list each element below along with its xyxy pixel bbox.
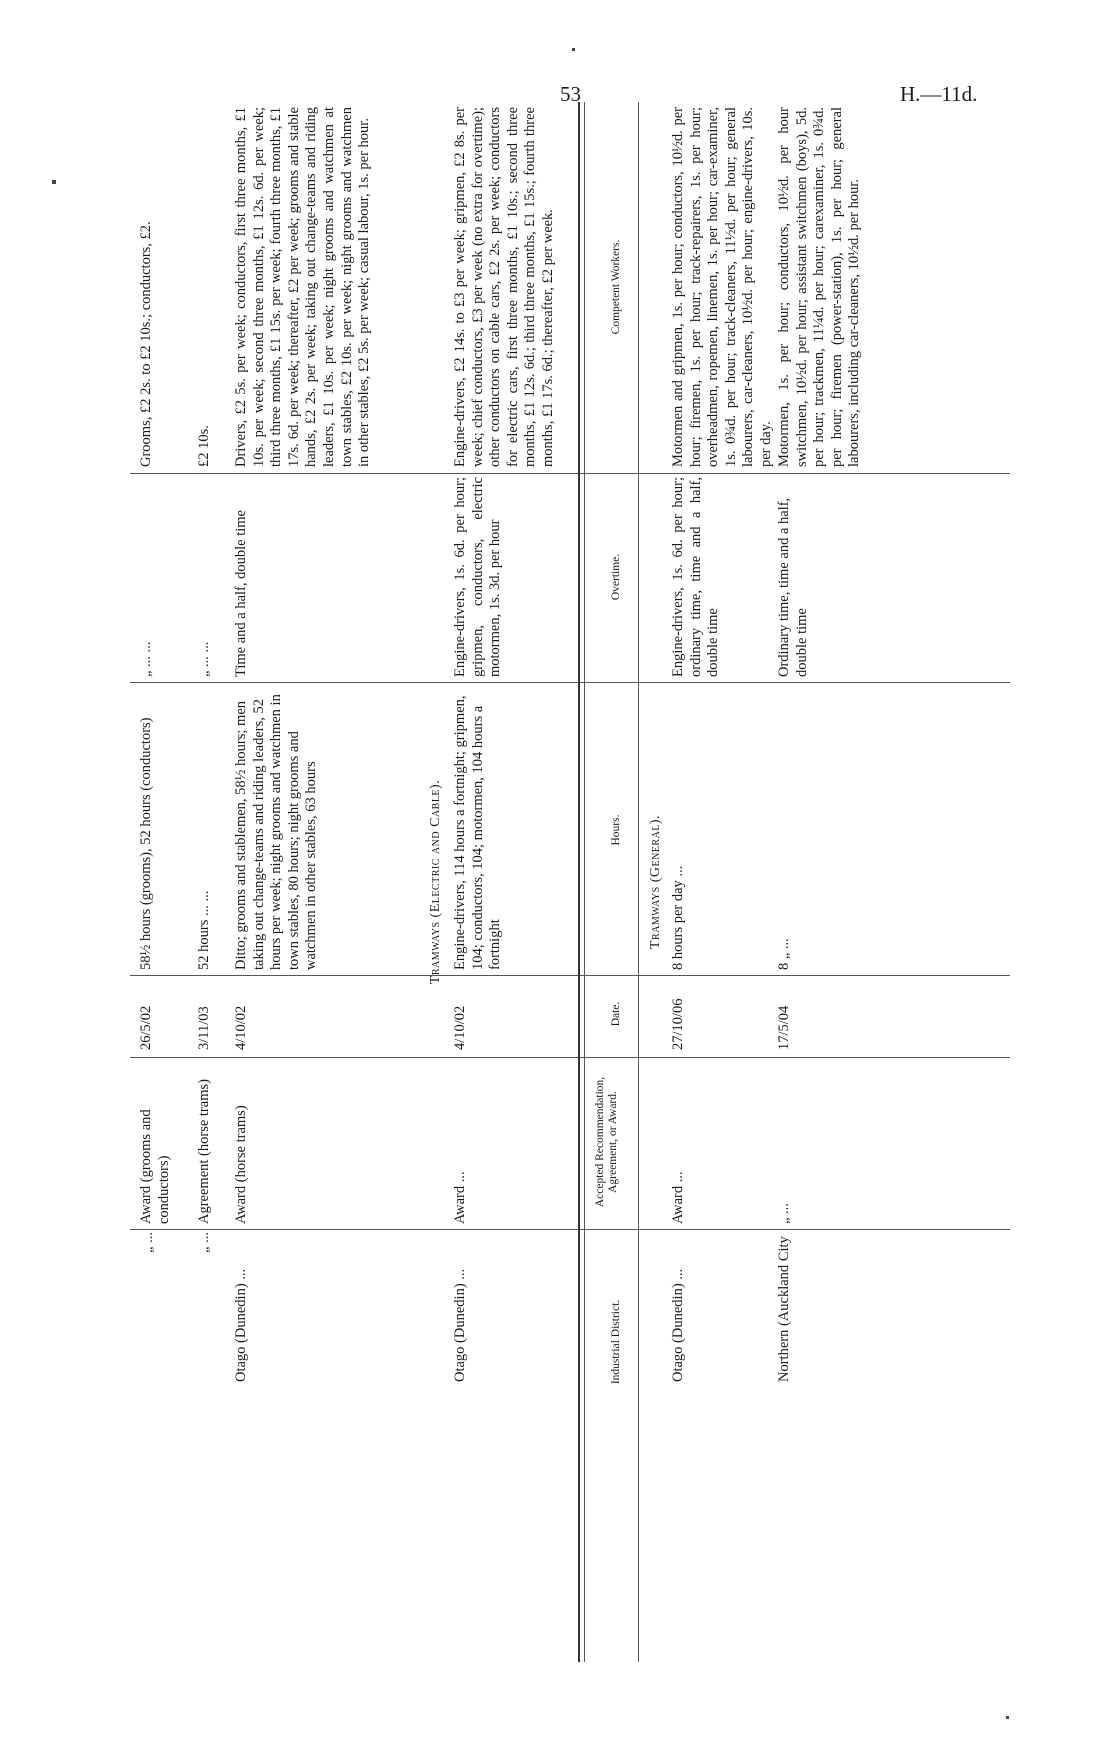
page-number: 53 [560, 82, 581, 106]
general-row-1-hours: 8 hours per day ... [670, 865, 686, 970]
top-row-3-district: Otago (Dunedin) ... [233, 1268, 249, 1382]
general-row-2-workers: Motormen, 1s. per hour; conductors, 10½d. per hour switchmen, 10½d. per hour; assistant switchmen (boys), 5d. per hour; trackmen, 11¼d. per hour; carexaminer, 1s. 0¾d. per hour; firemen (power-station), 1s. per hour; general labourers, including car-cleaners, 10½d. per hour. [776, 107, 863, 467]
header-date: Date. [610, 1001, 622, 1027]
electric-row-district: Otago (Dunedin) ... [452, 1268, 468, 1382]
electric-row-workers: Engine-drivers, £2 14s. to £3 per week; gripmen, £2 8s. per week; chief conductors, £3 per week (no extra for overtime); other conductors on cable cars, £2 2s. per week; conductors for electric cars, first three months, £1 10s.; second three months, £1 12s. 6d.; third three months, £1 15s.; fourth three months, £1 17s. 6d.; thereafter, £2 per week. [452, 107, 556, 467]
column-rule-after-district [130, 1229, 1010, 1230]
column-rule-after-instrument [130, 1057, 1010, 1058]
top-row-1-district: „ ... [140, 1232, 156, 1253]
general-row-1-district: Otago (Dunedin) ... [670, 1268, 686, 1382]
general-row-2-district: Northern (Auckland City [776, 1236, 792, 1382]
top-row-3-workers: Drivers, £2 5s. per week; conductors, first three months, £1 10s. per week; second three months, £1 12s. 6d. per week; third three months, £1 15s. per week; fourth three months, £1 17s. 6d. per week; thereafter, £2 per week; grooms and stable hands, £2 2s. per week; taking out change-teams and riding leaders, £1 10s. per week; night grooms and watchmen at town stables, £2 10s. per week; night grooms and watchmen in other stables, £2 5s. per week; casual labour, 1s. per hour. [233, 107, 373, 467]
top-row-3-date: 4/10/02 [233, 1005, 249, 1050]
general-row-2-date: 17/5/04 [776, 1005, 792, 1050]
document-reference: H.—11d. [900, 82, 978, 106]
header-hours: Hours. [610, 814, 622, 846]
speck-mark [1006, 1716, 1009, 1719]
top-row-2-date: 3/11/03 [196, 1006, 212, 1050]
electric-row-hours: Engine-drivers, 114 hours a fortnight; gripmen, 104; conductors, 104; motormen, 104 hours a fortnight [452, 695, 504, 970]
header-competent-workers: Competent Workers. [610, 239, 622, 335]
speck-mark [52, 180, 56, 184]
top-row-2-overtime: „ ... ... [196, 641, 212, 677]
general-row-1-instrument: Award ... [670, 1171, 686, 1224]
top-row-2-hours: 52 hours ... ... [196, 890, 212, 970]
top-row-1-workers: Grooms, £2 2s. to £2 10s.; conductors, £2. [138, 221, 154, 467]
electric-row-instrument: Award ... [452, 1171, 468, 1224]
general-row-2-hours: 8 „ ... [776, 938, 792, 970]
column-rule-after-overtime [130, 473, 1010, 474]
table-bottom-rule-2 [584, 102, 585, 1662]
electric-row-date: 4/10/02 [452, 1005, 468, 1050]
top-row-1-instrument: Award (grooms and conductors) [138, 1109, 172, 1224]
top-row-3-overtime: Time and a half, double time [233, 510, 249, 677]
top-row-1-overtime: „ ... ... [138, 641, 154, 677]
general-row-1-overtime: Engine-drivers, 1s. 6d. per hour; ordinary time, time and a half, double time [670, 477, 722, 677]
electric-row-overtime: Engine-drivers, 1s. 6d. per hour; gripmen, conductors, electric motormen, 1s. 3d. per hour [452, 477, 504, 677]
general-row-2-instrument: „ ... [776, 1203, 792, 1224]
section-title-electric-cable: Tramways (Electric and Cable). [428, 779, 443, 985]
general-row-1-workers: Motormen and gripmen, 1s. per hour; conductors, 10½d. per hour; firemen, 1s. per hour; track-repairers, 1s. per hour; overheadmen, ropemen, linemen, 1s. per hour; car-examiner, 1s. 0¾d. per hour; track-cleaners, 11½d. per hour; general labourers, car-cleaners, 10½d. per hour; engine-drivers, 10s. per day. [670, 107, 774, 467]
column-rule-after-hours [130, 682, 1010, 683]
section-title-general: Tramways (General). [648, 814, 663, 950]
header-accepted-recommendation: Accepted Recommendation, Agreement, or Award. [594, 1076, 619, 1208]
general-row-2-overtime: Ordinary time, time and a half, double time [776, 497, 810, 677]
top-row-1-hours: 58½ hours (grooms), 52 hours (conductors) [138, 717, 154, 970]
general-row-1-date: 27/10/06 [670, 998, 686, 1050]
header-industrial-district: Industrial District. [610, 1299, 622, 1385]
table-bottom-rule [578, 102, 580, 1662]
top-row-2-instrument: Agreement (horse trams) [196, 1079, 212, 1224]
top-row-2-workers: £2 10s. [196, 425, 212, 467]
top-row-1-date: 26/5/02 [138, 1005, 154, 1050]
speck-mark [572, 48, 575, 51]
top-row-2-district: „ ... [196, 1232, 212, 1253]
column-rule-after-date [130, 975, 1010, 976]
header-bottom-rule [638, 102, 639, 1662]
header-overtime: Overtime. [610, 553, 622, 601]
rotated-table [130, 102, 1010, 1662]
top-row-3-instrument: Award (horse trams) [233, 1105, 249, 1224]
top-row-3-hours: Ditto; grooms and stablemen, 58½ hours; men taking out change-teams and riding leaders, 52 hours per week; night grooms and watchmen in town stables, 80 hours; night grooms and watchmen in other stables, 63 hours [233, 694, 320, 970]
